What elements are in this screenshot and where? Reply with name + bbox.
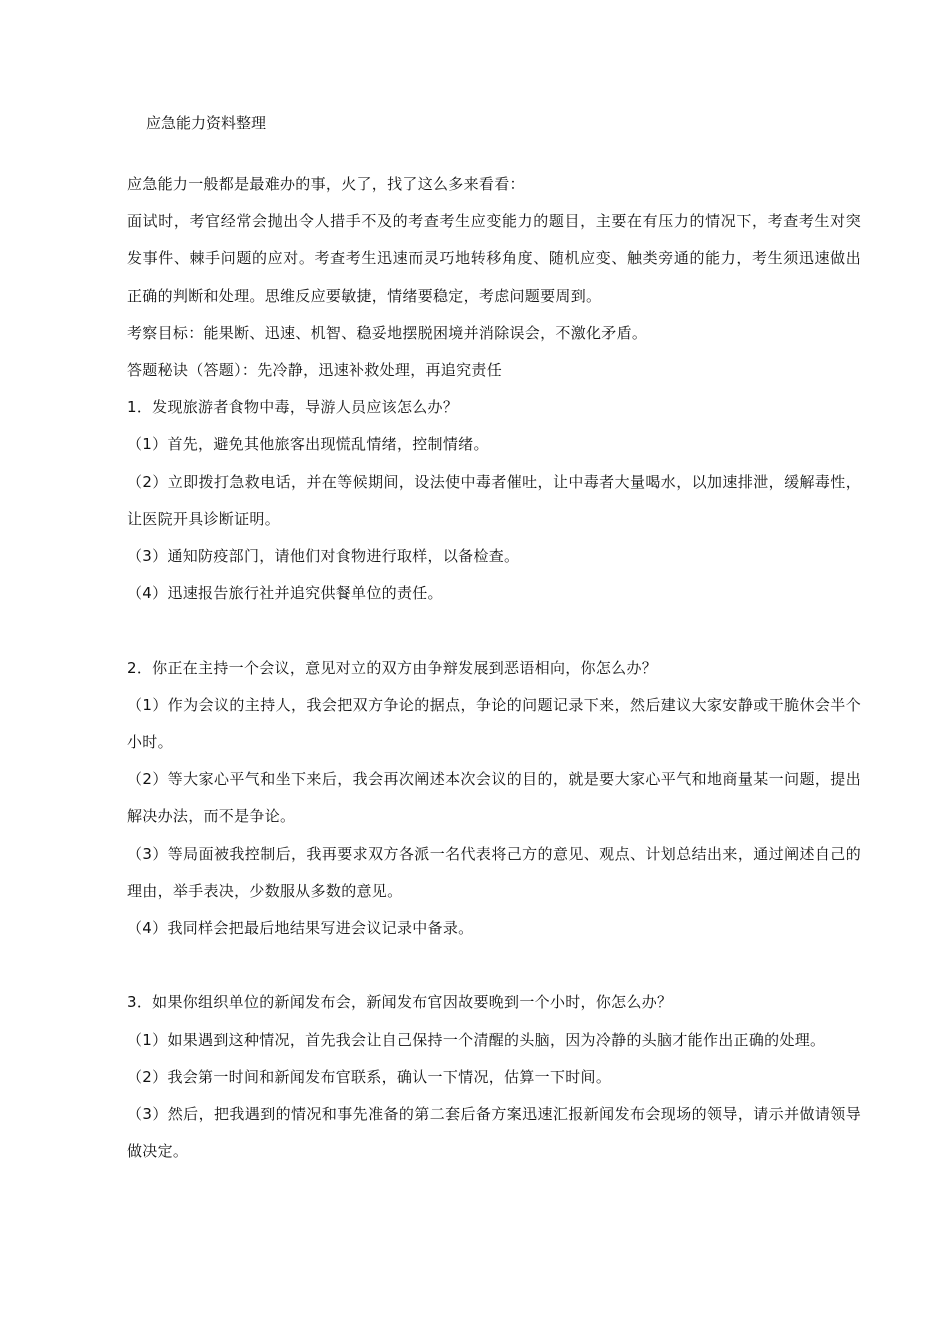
answer-item: （1）首先，避免其他旅客出现慌乱情绪，控制情绪。 xyxy=(127,435,489,454)
intro-paragraph: 应急能力一般都是最难办的事，火了，找了这么多来看看： xyxy=(127,175,525,193)
question-heading: 1．发现旅游者食物中毒，导游人员应该怎么办？ xyxy=(127,398,459,417)
answer-item: （3）然后，把我遇到的情况和事先准备的第二套后备方案迅速汇报新闻发布会现场的领导，请示并做请领导做决定。 xyxy=(127,1105,861,1161)
answer-item: （2）等大家心平气和坐下来后，我会再次阐述本次会议的目的，就是要大家心平气和地商量某一问题，提出解决办法，而不是争论。 xyxy=(127,770,861,826)
intro-paragraph: 考察目标：能果断、迅速、机智、稳妥地摆脱困境并消除误会，不激化矛盾。 xyxy=(127,323,648,342)
answer-item: （3）通知防疫部门，请他们对食物进行取样，以备检查。 xyxy=(127,547,520,566)
answer-item: （1）作为会议的主持人，我会把双方争论的据点，争论的问题记录下来，然后建议大家安静或干脆休会半个小时。 xyxy=(127,695,861,752)
section-spacer xyxy=(127,612,861,649)
document-body xyxy=(127,166,861,1170)
answer-item: （2）我会第一时间和新闻发布官联系，确认一下情况，估算一下时间。 xyxy=(127,1067,612,1086)
document-title: 应急能力资料整理 xyxy=(146,114,267,132)
section-spacer xyxy=(127,947,861,984)
intro-paragraph: 面试时，考官经常会抛出令人措手不及的考查考生应变能力的题目，主要在有压力的情况下，考查考生对突发事件、棘手问题的应对。考查考生迅速而灵巧地转移角度、随机应变、触类旁通的能力，考生须迅速做出正确的判断和处理。思维反应要敏捷，情绪要稳定，考虑问题要周到。 xyxy=(127,212,861,305)
question-heading: 3．如果你组织单位的新闻发布会，新闻发布官因故要晚到一个小时，你怎么办？ xyxy=(127,993,673,1012)
question-heading: 2．你正在主持一个会议，意见对立的双方由争辩发展到恶语相向，你怎么办？ xyxy=(127,658,658,677)
answer-item: （1）如果遇到这种情况，首先我会让自己保持一个清醒的头脑，因为冷静的头脑才能作出正确的处理。 xyxy=(127,1030,826,1049)
answer-item: （2）立即拨打急救电话，并在等候期间，设法使中毒者催吐，让中毒者大量喝水，以加速排泄，缓解毒性，让医院开具诊断证明。 xyxy=(127,472,861,528)
answer-item: （4）迅速报告旅行社并追究供餐单位的责任。 xyxy=(127,584,443,603)
intro-paragraph: 答题秘诀（答题）：先冷静，迅速补救处理，再追究责任 xyxy=(127,361,503,380)
answer-item: （3）等局面被我控制后，我再要求双方各派一名代表将己方的意见、观点、计划总结出来，通过阐述自己的理由，举手表决，少数服从多数的意见。 xyxy=(127,844,861,900)
answer-item: （4）我同样会把最后地结果写进会议记录中备录。 xyxy=(127,919,474,938)
